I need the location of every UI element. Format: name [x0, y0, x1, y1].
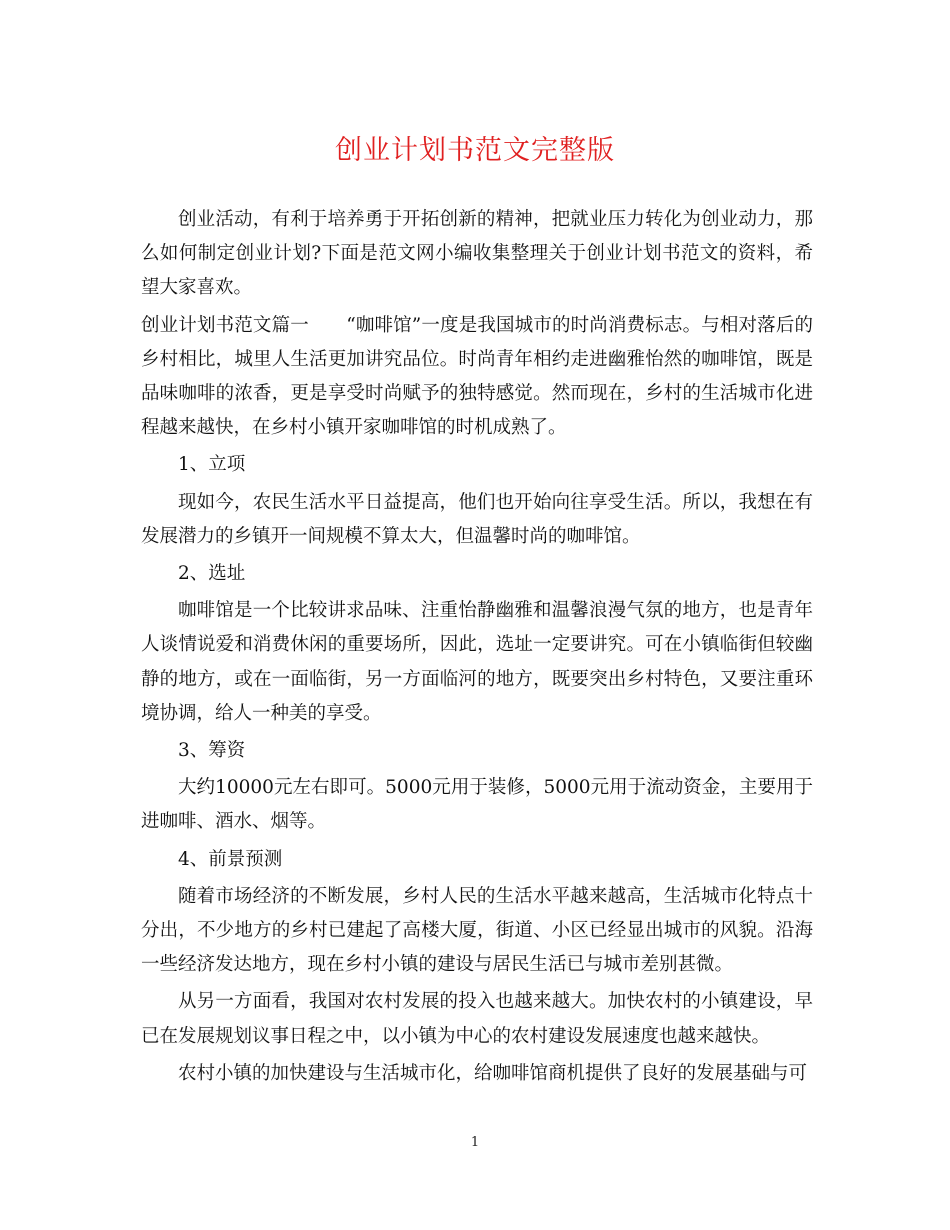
heading-project: 1、立项	[178, 454, 246, 476]
funding-paragraph: 大约10000元左右即可。5000元用于装修，5000元用于流动资金，主要用于进咖啡、酒水、烟等。	[141, 777, 813, 833]
document-body	[141, 203, 813, 1094]
page-number: 1	[470, 1135, 480, 1150]
heading-outlook: 4、前景预测	[178, 848, 283, 870]
location-paragraph: 咖啡馆是一个比较讲求品味、注重怡静幽雅和温馨浪漫气氛的地方，也是青年人谈情说爱和消费休闲的重要场所，因此，选址一定要讲究。可在小镇临街但较幽静的地方，或在一面临街，另一方面临河的地方，既要突出乡村特色，又要注重环境协调，给人一种美的享受。	[141, 600, 813, 724]
project-paragraph: 现如今，农民生活水平日益提高，他们也开始向往享受生活。所以，我想在有发展潜力的乡镇开一间规模不算太大，但温馨时尚的咖啡馆。	[141, 491, 813, 547]
outlook-paragraph-2: 从另一方面看，我国对农村发展的投入也越来越大。加快农村的小镇建设，早已在发展规划议事日程之中，以小镇为中心的农村建设发展速度也越来越快。	[141, 991, 813, 1047]
section-one-paragraph: 创业计划书范文篇一 “咖啡馆”一度是我国城市的时尚消费标志。与相对落后的乡村相比，城里人生活更加讲究品位。时尚青年相约走进幽雅怡然的咖啡馆，既是品味咖啡的浓香，更是享受时尚赋予的独特感觉。然而现在，乡村的生活城市化进程越来越快，在乡村小镇开家咖啡馆的时机成熟了。	[141, 314, 813, 439]
heading-funding: 3、筹资	[178, 740, 246, 762]
document-title: 创业计划书范文完整版	[335, 135, 615, 166]
intro-paragraph: 创业活动，有利于培养勇于开拓创新的精神，把就业压力转化为创业动力，那么如何制定创业计划?下面是范文网小编收集整理关于创业计划书范文的资料，希望大家喜欢。	[141, 209, 813, 299]
outlook-paragraph-1: 随着市场经济的不断发展，乡村人民的生活水平越来越高，生活城市化特点十分出，不少地方的乡村已建起了高楼大厦，街道、小区已经显出城市的风貌。沿海一些经济发达地方，现在乡村小镇的建设与居民生活已与城市差别甚微。	[141, 885, 813, 976]
heading-location: 2、选址	[178, 563, 246, 585]
outlook-paragraph-3: 农村小镇的加快建设与生活城市化，给咖啡馆商机提供了良好的发展基础与可	[178, 1062, 808, 1084]
